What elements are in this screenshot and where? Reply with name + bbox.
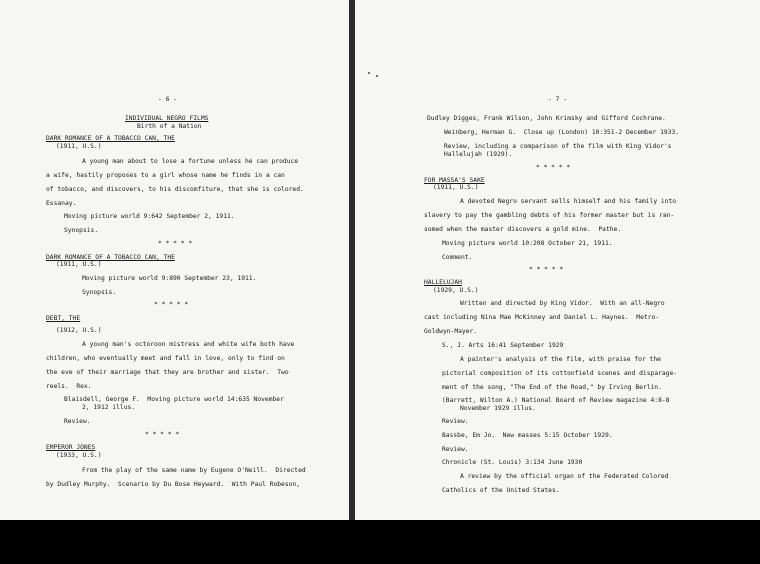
entry-desc-line: by Dudley Murphy. Scenario by Du Bose Heyward. With Paul Robeson, [46, 481, 301, 488]
page-number: - 7 - [548, 96, 567, 103]
entry-desc-line: the eve of their marriage that they are brother and sister. Two [46, 369, 289, 376]
entry-year: (1911, U.S.) [433, 184, 479, 191]
entry-title: FOR MASSA'S SAKE [424, 177, 485, 184]
right-page [355, 0, 760, 520]
entry-desc-line: A young man's octoroon mistress and white wife both have [82, 341, 295, 348]
entry-ref: Synopsis. [64, 227, 99, 234]
entry-ref: pictorial composition of its cottonfield scenes and disparage- [442, 370, 678, 377]
entry-desc-line: Essanay. [46, 200, 77, 207]
entry-ref: Moving picture world 9:890 September 23, 1911. [82, 275, 257, 282]
entry-ref: Synopsis. [82, 289, 117, 296]
entry-desc-line: From the play of the same name by Eugene O'Neill. Directed [82, 467, 306, 474]
entry-ref: Review. [64, 418, 91, 425]
page-number: - 6 - [158, 96, 177, 103]
separator: * * * * * [145, 431, 180, 438]
entry-ref: November 1929 illus. [460, 405, 536, 412]
entry-desc-line: A devoted Negro servant sells himself and his family into [460, 198, 677, 205]
continued-line: Weinberg, Herman G. Close up (London) 10:351-2 December 1933. [444, 129, 680, 136]
entry-desc-line: Goldwyn-Mayer. [424, 328, 478, 335]
entry-ref: Review. [442, 446, 469, 453]
entry-ref: (Barrett, Wilton A.) National Board of Review magazine 4:8-8 [442, 397, 670, 404]
entry-ref: Moving picture world 9:642 September 2, 1911. [64, 213, 235, 220]
separator: * * * * * [529, 266, 564, 273]
entry-desc-line: children, who eventually meet and fall in love, only to find on [46, 355, 285, 362]
entry-ref: Moving picture world 10:208 October 21, 1911. [442, 240, 613, 247]
section-subtitle: Birth of a Nation [137, 123, 202, 130]
scan-border [0, 520, 760, 564]
entry-year: (1929, U.S.) [433, 287, 479, 294]
entry-desc-line: Written and directed by King Vidor. With an all-Negro [460, 300, 665, 307]
entry-ref: Blaisdell, George F. Moving picture world 14:635 November [64, 396, 284, 403]
entry-ref: Comment. [442, 254, 473, 261]
entry-desc-line: a wife, hastily proposes to a girl whose name he finds in a can [46, 172, 285, 179]
entry-desc-line: of tobacco, and discovers, to his discomfiture, that she is colored. [46, 186, 304, 193]
entry-title: HALLELUJAH [424, 279, 462, 286]
entry-title: DARK ROMANCE OF A TOBACCO CAN, THE [46, 135, 175, 142]
entry-desc-line: cast including Nina Mae McKinney and Daniel L. Haynes. Metro- [424, 314, 660, 321]
entry-ref: Chronicle (St. Louis) 3:134 June 1930 [442, 459, 583, 466]
separator: * * * * * [154, 301, 189, 308]
entry-year: (1912, U.S.) [56, 327, 102, 334]
continued-line: Dudley Digges, Frank Wilson, John Krimsky and Gifford Cochrane. [427, 115, 666, 122]
entry-desc-line: A young man about to lose a fortune unless he can produce [82, 158, 299, 165]
section-title: INDIVIDUAL NEGRO FILMS [125, 115, 209, 122]
entry-ref: Review. [442, 418, 469, 425]
entry-ref: Catholics of the United States. [442, 487, 560, 494]
separator: * * * * * [158, 240, 193, 247]
entry-ref: Bassbe, Em Jo. New masses 5:15 October 1929. [442, 432, 613, 439]
separator: * * * * * [536, 164, 571, 171]
entry-desc-line: somed when the master discovers a gold mine. Pathe. [424, 226, 622, 233]
entry-ref: A painter's analysis of the film, with praise for the [460, 356, 661, 363]
entry-desc-line: reels. Rex. [46, 383, 92, 390]
entry-ref: ment of the song, "The End of the Road," by Irving Berlin. [442, 384, 662, 391]
entry-ref: A review by the official organ of the Federated Colored [460, 473, 669, 480]
scan-speck [368, 72, 370, 74]
entry-title: DARK ROMANCE OF A TOBACCO CAN, THE [46, 254, 175, 261]
scan-speck [376, 75, 378, 77]
entry-year: (1911, U.S.) [56, 143, 102, 150]
entry-desc-line: slavery to pay the gambling debts of his former master but is ran- [424, 212, 675, 219]
entry-ref: S., J. Arts 16:41 September 1929 [442, 342, 564, 349]
continued-line: Hallelujah (1929). [444, 151, 513, 158]
left-page [0, 0, 349, 520]
entry-ref: 2, 1912 illus. [82, 404, 136, 411]
entry-year: (1933, U.S.) [56, 452, 102, 459]
continued-line: Review, including a comparison of the film with King Vidor's [444, 143, 672, 150]
entry-title: EMPEROR JONES [46, 444, 96, 451]
entry-title: DEBT, THE [46, 315, 81, 322]
entry-year: (1911, U.S.) [56, 261, 102, 268]
